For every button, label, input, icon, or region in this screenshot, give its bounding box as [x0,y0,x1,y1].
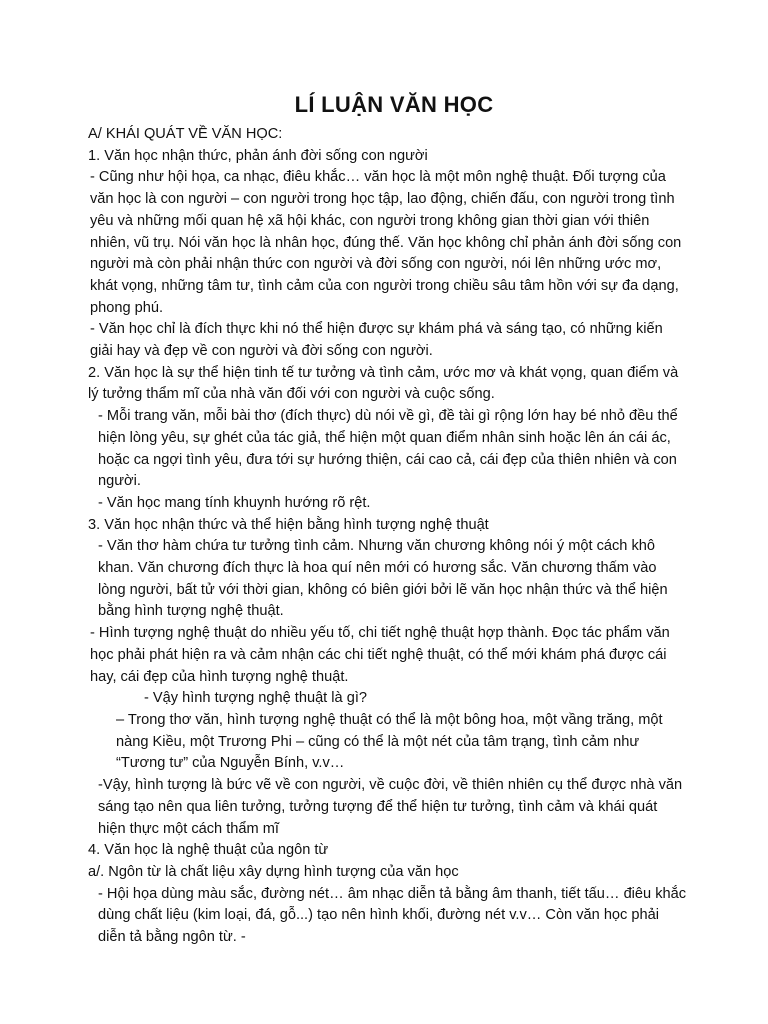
paragraph-3c: - Vậy hình tượng nghệ thuật là gì? [144,690,367,707]
subheading-4a: a/. Ngôn từ là chất liệu xây dựng hình tượng của văn học [88,863,459,880]
subheading-2: 2. Văn học là sự thể hiện tinh tế tư tưởng và tình cảm, ước mơ và khát vọng, quan điểm và lý tưởng thẩm mĩ của nhà văn đối với con người và cuộc sống. [88,364,679,403]
paragraph-1a: - Cũng như hội họa, ca nhạc, điêu khắc… văn học là một môn nghệ thuật. Đối tượng của văn học là con người – con người trong học tập, lao động, chiến đấu, con người trong tình yêu và những mối quan hệ xã hội khác, con người trong không gian thời gian với thiên nhiên, vũ trụ. Nói văn học là nhân học, đúng thế. Văn học không chỉ phản ánh đời sống con người mà còn phải nhận thức con người và đời sống con người, nói lên những ước mơ, khát vọng, những tâm tư, tình cảm của con người trong chiều sâu tâm hồn với sự đa dạng, phong phú. [90,169,682,316]
paragraph-3d: – Trong thơ văn, hình tượng nghệ thuật có thể là một bông hoa, một vầng trăng, một nàng Kiều, một Trương Phi – cũng có thể là một nét của tâm trạng, tình cảm như “Tương tư” của Nguyễn Bính, v.v… [116,711,663,772]
document-body [88,124,688,949]
paragraph-2b: - Văn học mang tính khuynh hướng rõ rệt. [98,494,371,511]
document-title: LÍ LUẬN VĂN HỌC [294,92,494,117]
section-heading-a: A/ KHÁI QUÁT VỀ VĂN HỌC: [88,126,283,142]
subheading-1: 1. Văn học nhận thức, phản ánh đời sống con người [88,147,428,164]
subheading-4: 4. Văn học là nghệ thuật của ngôn từ [88,842,329,859]
paragraph-2a: - Mỗi trang văn, mỗi bài thơ (đích thực) dù nói về gì, đề tài gì rộng lớn hay bé nhỏ đều thể hiện lòng yêu, sự ghét của tác giả, thể hiện một quan điểm nhân sinh hoặc lên án cái ác, hoặc ca ngợi tình yêu, đưa tới sự hướng thiện, cái cao cả, cái đẹp của thiên nhiên và con người. [98,408,678,490]
paragraph-3b: - Hình tượng nghệ thuật do nhiều yếu tố, chi tiết nghệ thuật hợp thành. Đọc tác phẩm văn học phải phát hiện ra và cảm nhận các chi tiết nghệ thuật, có thể mới khám phá được cái hay, cái đẹp của hình tượng nghệ thuật. [90,625,670,685]
subheading-3: 3. Văn học nhận thức và thể hiện bằng hình tượng nghệ thuật [88,516,489,533]
paragraph-3e: -Vậy, hình tượng là bức vẽ về con người, về cuộc đời, về thiên nhiên cụ thể được nhà văn sáng tạo nên qua liên tưởng, tưởng tượng để thể hiện tư tưởng, tình cảm và khái quát hiện thực một cách thẩm mĩ [98,777,683,837]
paragraph-3a: - Văn thơ hàm chứa tư tưởng tình cảm. Nhưng văn chương không nói ý một cách khô khan. Văn chương đích thực là hoa quí nên mới có hương sắc. Văn chương thấm vào lòng người, bất tử với thời gian, không có biên giới bởi lẽ văn học nhận thức và thể hiện bằng hình tượng nghệ thuật. [98,538,668,620]
paragraph-4a: - Hội họa dùng màu sắc, đường nét… âm nhạc diễn tả bằng âm thanh, tiết tấu… điêu khắc dùng chất liệu (kim loại, đá, gỗ...) tạo nên hình khối, đường nét v.v… Còn văn học phải diễn tả bằng ngôn từ. - [98,885,687,946]
paragraph-1b: - Văn học chỉ là đích thực khi nó thể hiện được sự khám phá và sáng tạo, có những kiến giải hay và đẹp về con người và đời sống con người. [90,321,663,360]
